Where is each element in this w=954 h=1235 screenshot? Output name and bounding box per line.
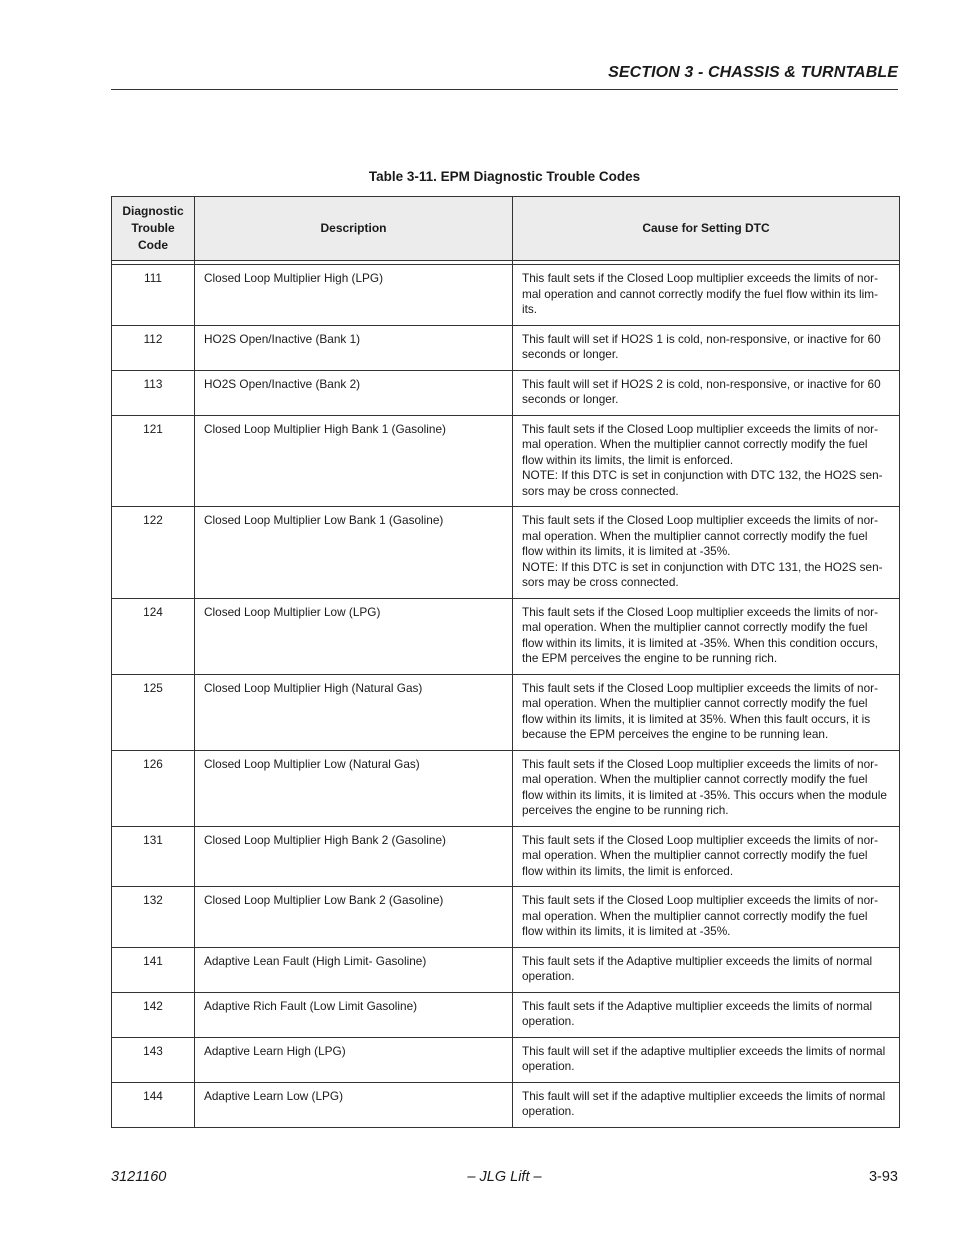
table-row [112,415,900,507]
column-header-description: Description [195,197,513,261]
table-row [112,1082,900,1127]
dtc-description-cell: HO2S Open/Inactive (Bank 1) [195,325,513,370]
dtc-cause-note: NOTE: If this DTC is set in conjunction with DTC 132, the HO2S sen-sors may be cross connected. [522,468,883,498]
table-row [112,598,900,674]
table-header-row [112,197,900,261]
table-row [112,325,900,370]
dtc-code-cell: 122 [112,507,195,599]
dtc-code-cell: 142 [112,992,195,1037]
header-divider [111,89,898,90]
dtc-cause-cell [513,370,900,415]
column-header-code-line: Diagnostic [122,204,184,218]
dtc-cause-cell [513,1082,900,1127]
dtc-cause-text: This fault sets if the Adaptive multiplier exceeds the limits of normal operation. [522,953,873,983]
dtc-description-cell: Adaptive Learn Low (LPG) [195,1082,513,1127]
dtc-code-cell: 112 [112,325,195,370]
dtc-description-cell: Adaptive Learn High (LPG) [195,1037,513,1082]
column-header-code [112,197,195,261]
table-row [112,947,900,992]
dtc-code-cell: 144 [112,1082,195,1127]
table-row [112,370,900,415]
dtc-description-cell: Closed Loop Multiplier High Bank 2 (Gasoline) [195,826,513,887]
dtc-cause-cell [513,826,900,887]
dtc-code-cell: 143 [112,1037,195,1082]
dtc-table [111,196,900,1128]
dtc-code-cell: 111 [112,265,195,326]
footer-page-number: 3-93 [868,1169,898,1185]
dtc-cause-cell [513,947,900,992]
dtc-description-cell: Closed Loop Multiplier Low Bank 1 (Gasoline) [195,507,513,599]
dtc-cause-text: This fault sets if the Closed Loop multiplier exceeds the limits of nor-mal operation and cannot correctly modify the fuel flow within its lim-its. [522,271,879,316]
dtc-cause-cell [513,674,900,750]
dtc-cause-cell [513,598,900,674]
dtc-code-cell: 126 [112,750,195,826]
column-header-cause: Cause for Setting DTC [513,197,900,261]
dtc-description-cell: Closed Loop Multiplier High Bank 1 (Gasoline) [195,415,513,507]
dtc-cause-cell [513,507,900,599]
dtc-cause-note: NOTE: If this DTC is set in conjunction with DTC 131, the HO2S sen-sors may be cross connected. [522,559,883,589]
dtc-code-cell: 131 [112,826,195,887]
dtc-code-cell: 121 [112,415,195,507]
dtc-description-cell: Closed Loop Multiplier High (LPG) [195,265,513,326]
table-row [112,992,900,1037]
dtc-description-cell: Closed Loop Multiplier Low Bank 2 (Gasoline) [195,887,513,948]
dtc-cause-cell [513,415,900,507]
dtc-cause-cell [513,265,900,326]
dtc-cause-text: This fault sets if the Closed Loop multiplier exceeds the limits of nor-mal operation. When the multiplier cannot correctly modify the fuel flow within its limits, it is limited at -35%. [522,513,879,558]
footer-publisher: – JLG Lift – [467,1169,542,1185]
table-row [112,826,900,887]
dtc-cause-text: This fault will set if HO2S 2 is cold, non-responsive, or inactive for 60 seconds or longer. [522,376,881,406]
dtc-code-cell: 125 [112,674,195,750]
footer-doc-number: 3121160 [111,1169,167,1185]
dtc-cause-text: This fault will set if HO2S 1 is cold, non-responsive, or inactive for 60 seconds or longer. [522,331,881,361]
table-row [112,750,900,826]
table-row [112,674,900,750]
dtc-code-cell: 132 [112,887,195,948]
table-row [112,507,900,599]
dtc-description-cell: Adaptive Rich Fault (Low Limit Gasoline) [195,992,513,1037]
dtc-cause-text: This fault sets if the Adaptive multiplier exceeds the limits of normal operation. [522,998,873,1028]
column-header-code-line: Trouble [131,221,175,235]
dtc-code-cell: 113 [112,370,195,415]
dtc-cause-cell [513,325,900,370]
table-row [112,265,900,326]
table-title: Table 3-11. EPM Diagnostic Trouble Codes [368,169,641,184]
dtc-cause-text: This fault sets if the Closed Loop multiplier exceeds the limits of nor-mal operation. When the multiplier cannot correctly modify the fuel flow within its limits, the limit is enforced. [522,421,879,467]
dtc-description-cell: Adaptive Lean Fault (High Limit- Gasoline) [195,947,513,992]
dtc-cause-cell [513,1037,900,1082]
dtc-code-cell: 124 [112,598,195,674]
dtc-cause-text: This fault sets if the Closed Loop multiplier exceeds the limits of nor-mal operation. When the multiplier cannot correctly modify the fuel flow within its limits, it is limited at -35%. This occurs when the module perceives the engine to be running rich. [522,756,887,817]
dtc-code-cell: 141 [112,947,195,992]
dtc-cause-cell [513,992,900,1037]
column-header-code-line: Code [138,238,168,252]
dtc-cause-cell [513,750,900,826]
dtc-cause-text: This fault sets if the Closed Loop multiplier exceeds the limits of nor-mal operation. When the multiplier cannot correctly modify the fuel flow within its limits, it is limited at -35%. When this condition occurs, the EPM perceives the engine to be running rich. [522,604,879,665]
dtc-description-cell: Closed Loop Multiplier Low (Natural Gas) [195,750,513,826]
dtc-cause-text: This fault will set if the adaptive multiplier exceeds the limits of normal operation. [522,1043,886,1073]
dtc-description-cell: Closed Loop Multiplier High (Natural Gas) [195,674,513,750]
dtc-cause-text: This fault sets if the Closed Loop multiplier exceeds the limits of nor-mal operation. When the multiplier cannot correctly modify the fuel flow within its limits, the limit is enforced. [522,832,879,878]
table-row [112,887,900,948]
dtc-cause-text: This fault will set if the adaptive multiplier exceeds the limits of normal operation. [522,1088,886,1118]
dtc-cause-cell [513,887,900,948]
dtc-cause-text: This fault sets if the Closed Loop multiplier exceeds the limits of nor-mal operation. When the multiplier cannot correctly modify the fuel flow within its limits, it is limited at 35%. When this fault occurs, it is because the EPM perceives the engine to be running lean. [522,680,879,741]
section-title: SECTION 3 - CHASSIS & TURNTABLE [608,64,898,81]
dtc-cause-text: This fault sets if the Closed Loop multiplier exceeds the limits of nor-mal operation. When the multiplier cannot correctly modify the fuel flow within its limits, it is limited at -35%. [522,893,879,938]
table-row [112,1037,900,1082]
dtc-description-cell: Closed Loop Multiplier Low (LPG) [195,598,513,674]
dtc-description-cell: HO2S Open/Inactive (Bank 2) [195,370,513,415]
